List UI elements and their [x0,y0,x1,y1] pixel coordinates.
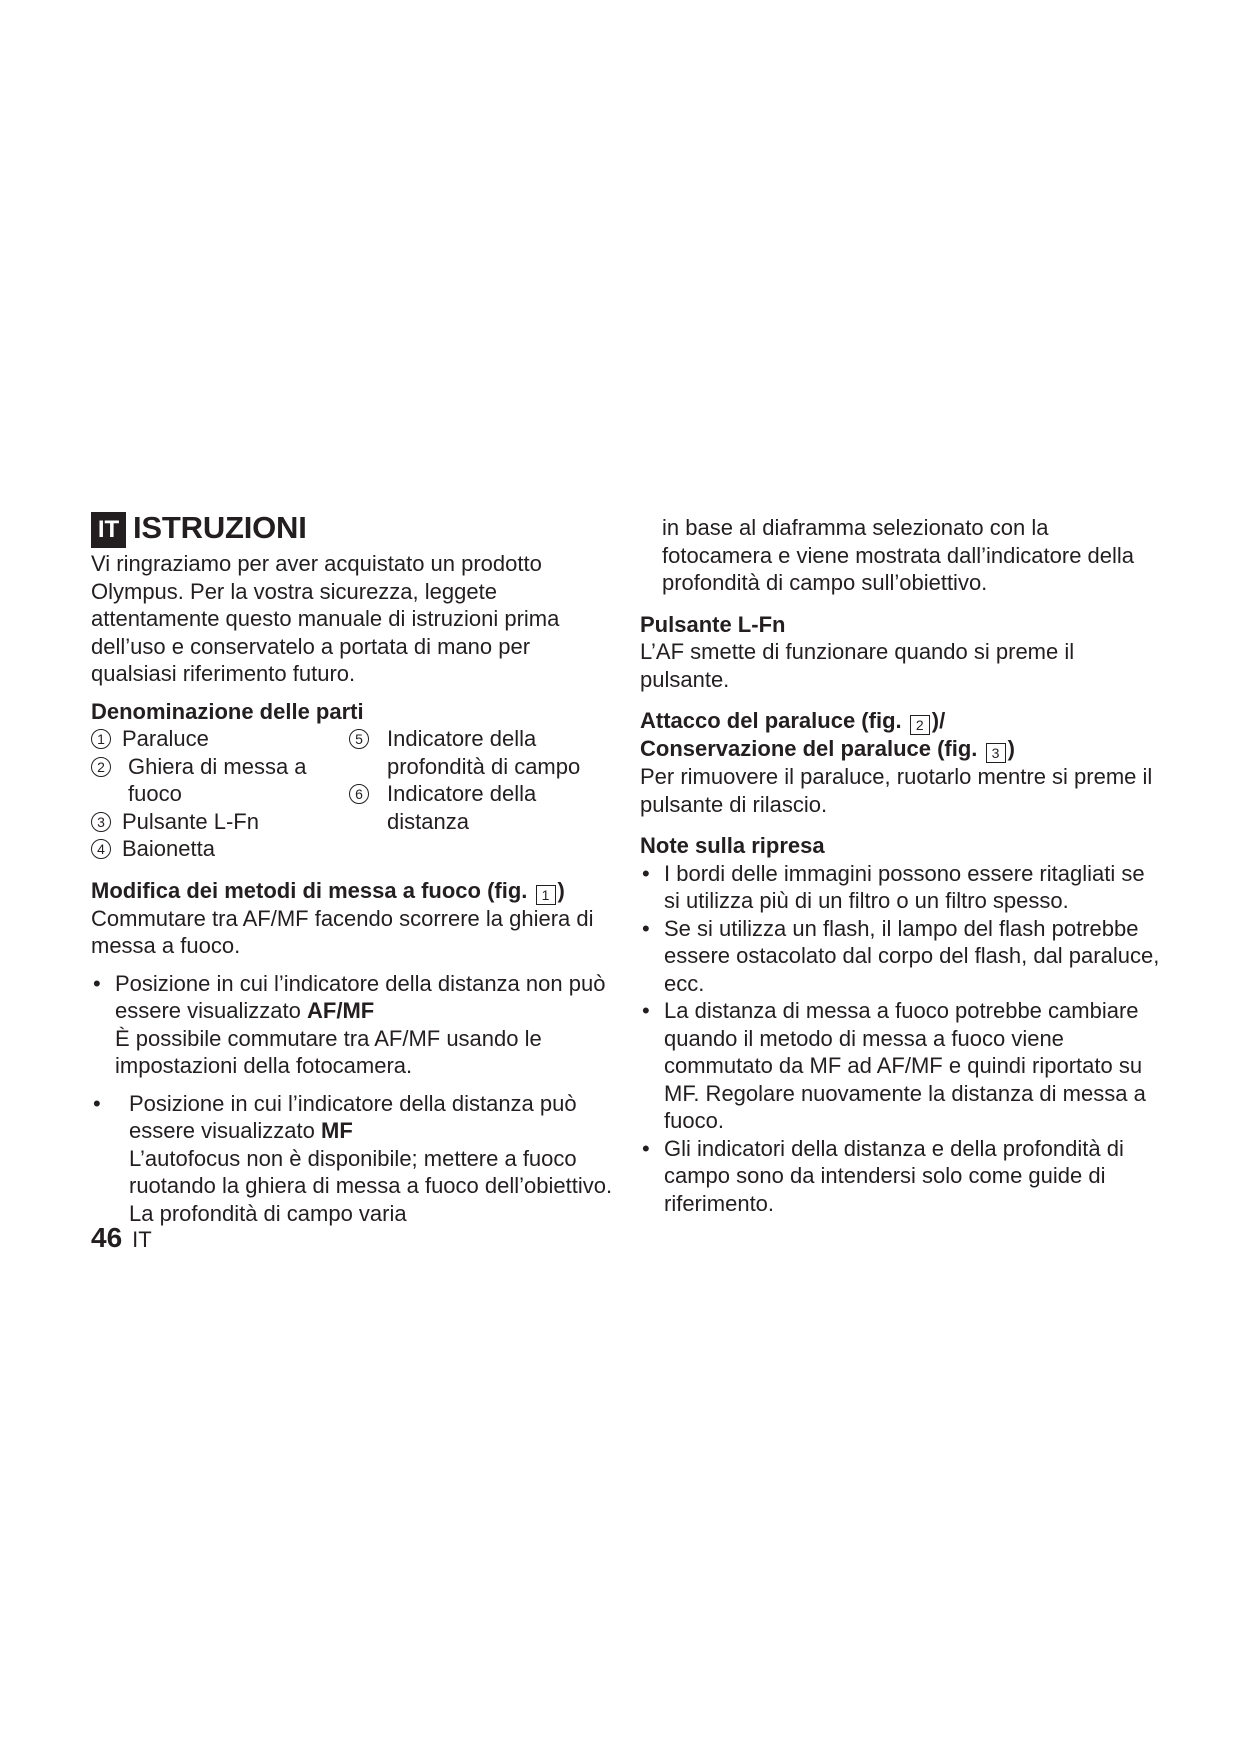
figure-ref: 1 [536,885,556,905]
page-title: ISTRUZIONI [133,510,307,546]
part-number: 3 [91,812,111,832]
footer-language: IT [132,1227,152,1252]
hood-heading-storage [640,735,1160,763]
part-label: Ghiera di messa a fuoco [128,753,307,806]
bullet-dot: • [93,1090,101,1116]
hood-heading-attach-text: Attacco del paraluce (fig. [640,708,902,733]
parts-list-column-a [91,725,349,863]
bullet-dot: • [642,998,650,1023]
bullet-text: Posizione in cui l’indicatore della distanza può essere visualizzato [129,1090,577,1143]
focus-methods-heading-text: Modifica dei metodi di messa a fuoco (fig. [91,877,528,903]
bullet-dot: • [642,1135,650,1161]
heading-close: ) [1007,736,1015,761]
parts-heading: Denominazione delle parti [91,698,364,724]
part-label: Baionetta [122,836,215,861]
list-item [91,1090,621,1228]
list-item [640,1135,1160,1218]
continuation-paragraph: in base al diaframma selezionato con la fotocamera e viene mostrata dall’indicatore della profondità di campo sull’obiettivo. [662,515,1135,595]
part-label: Pulsante L-Fn [122,808,259,834]
note-text: Gli indicatori della distanza e della profondità di campo sono da intendersi solo come guide di riferimento. [664,1135,1124,1216]
hood-body: Per rimuovere il paraluce, ruotarlo mentre si preme il pulsante di rilascio. [640,764,1153,817]
part-label: Indicatore della distanza [387,781,537,834]
lfn-heading: Pulsante L-Fn [640,611,786,637]
part-number: 2 [91,757,111,777]
figure-ref: 3 [986,743,1006,763]
note-text: La distanza di messa a fuoco potrebbe cambiare quando il metodo di messa a fuoco viene commutato da MF ad AF/MF e quindi riportato su MF. Regolare nuovamente la distanza di messa a fuoco. [664,998,1146,1133]
right-column [640,514,1160,1217]
note-text: I bordi delle immagini possono essere ritagliati se si utilizza più di un filtro o un filtro spesso. [664,860,1145,913]
left-column [91,508,621,1227]
bullet-dot: • [642,860,650,886]
mode-label: AF/MF [307,998,375,1023]
lfn-body: L’AF smette di funzionare quando si preme il pulsante. [640,639,1075,692]
list-item [640,915,1160,998]
part-label: Indicatore della profondità di campo [387,726,581,779]
list-item [91,808,349,836]
heading-close: ) [557,877,565,903]
part-label: Paraluce [122,726,209,751]
note-text: Se si utilizza un flash, il lampo del flash potrebbe essere ostacolato dal corpo del flash, dal paraluce, ecc. [664,915,1160,996]
parts-list-column-b [349,725,609,863]
language-badge: IT [91,512,126,548]
list-item [349,725,609,780]
page-number: 46 [91,1222,123,1253]
list-item [640,997,1160,1135]
mode-label: MF [321,1118,353,1143]
list-item [349,780,609,835]
intro-paragraph: Vi ringraziamo per aver acquistato un prodotto Olympus. Per la vostra sicurezza, leggete attentamente questo manuale di istruzioni prima dell’uso e conservatelo a portata di mano per qualsiasi riferimento futuro. [91,551,560,686]
bullet-dot: • [642,915,650,941]
part-number: 1 [91,729,111,749]
part-number: 6 [349,784,369,804]
list-item [91,835,349,863]
list-item [91,725,349,753]
page-footer [91,1222,152,1254]
bullet-dot: • [93,970,101,996]
bullet-text: Posizione in cui l’indicatore della distanza non può essere visualizzato [115,970,606,1023]
list-item [640,860,1160,915]
part-number: 4 [91,839,111,859]
section-title-row [91,508,621,548]
figure-ref: 2 [910,715,930,735]
part-number: 5 [349,729,369,749]
bullet-detail: È possibile commutare tra AF/MF usando le impostazioni della fotocamera. [115,1025,542,1078]
hood-heading-storage-text: Conservazione del paraluce (fig. [640,736,978,761]
list-item [91,753,349,808]
list-item [91,970,621,1080]
focus-methods-body: Commutare tra AF/MF facendo scorrere la ghiera di messa a fuoco. [91,905,594,958]
hood-heading-attach [640,707,1160,735]
focus-methods-heading [91,877,621,905]
notes-heading: Note sulla ripresa [640,833,825,858]
parts-list [91,725,621,863]
bullet-detail: L’autofocus non è disponibile; mettere a fuoco ruotando la ghiera di messa a fuoco dell’obiettivo. La profondità di campo varia [129,1145,613,1226]
heading-close: )/ [931,708,946,733]
